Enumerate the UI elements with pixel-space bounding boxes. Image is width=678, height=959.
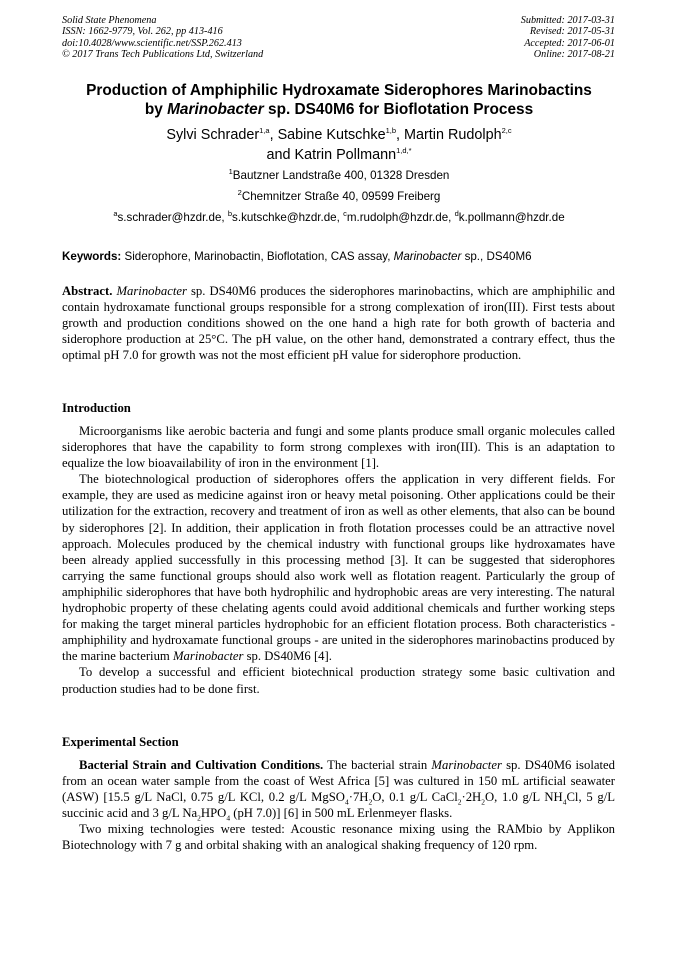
exp-p1-d: O, 0.1 g/L CaCl [372,790,458,805]
title-genus: Marinobacter [167,101,264,118]
abstract-label: Abstract. [62,284,113,298]
title-post: sp. DS40M6 for Bioflotation Process [263,101,534,118]
sub-2d: 2 [197,813,201,823]
intro-paragraph-2 [62,471,615,664]
email-d-sup: d [454,209,459,219]
sub-2a: 2 [368,797,373,807]
author-emails [30,211,648,225]
author-1: Sylvi Schrader [166,127,260,143]
author-1-sup: 1,a [259,126,270,136]
paper-title [30,81,648,119]
sub-4c: 4 [226,813,231,823]
experimental-heading: Experimental Section [62,735,179,749]
exp-p1-a: The bacterial strain [323,758,432,772]
exp-p1-b: sp. DS40M6 isolated from an ocean water sample from the coast of West Africa [5] was cultured in 150 mL artificial seawater (ASW) [15.5 g/L NaCl, 0.75 g/L KCl, 0.2 g/L MgSO [62,758,615,805]
intro-paragraph-2-end: sp. DS40M6 [4]. [243,649,332,664]
exp-paragraph-1 [62,757,615,821]
keywords-text-2: sp., DS40M6 [461,250,532,263]
intro-paragraph-2-genus: Marinobacter [172,649,244,664]
email-b[interactable]: s.kutschke@hzdr.de, [232,211,344,224]
exp-genus: Marinobacter [431,758,502,772]
keywords-text-1: Siderophore, Marinobactin, Bioflotation, CAS assay, [121,250,394,263]
sub-2b: 2 [457,797,462,807]
author-2: , Sabine Kutschke [269,127,386,143]
author-line-1 [30,125,648,145]
journal-info [62,15,263,61]
exp-subheading: Bacterial Strain and Cultivation Conditions. [79,758,324,772]
abstract-text: sp. DS40M6 produces the siderophores marinobactins, which are amphiphilic and contain hydroxamate functional groups responsible for a strong complexation of iron(III). First tests about growth and production conditions showed on the one hand a high rate for both growth of bacteria and siderophore production at 25°C. The pH value, on the other hand, demonstrated a contrary effect, thus the optimal pH 7.0 for growth was not the most efficient pH value for siderophore production. [62,284,616,363]
exp-p1-c: ·7H [348,790,369,805]
affiliation-2-text: Chemnitzer Straße 40, 09599 Freiberg [241,190,441,203]
author-4: and Katrin Pollmann [266,147,397,163]
affiliation-2-sup: 2 [237,188,242,198]
email-d[interactable]: k.pollmann@hzdr.de [458,211,565,224]
email-b-sup: b [227,209,233,219]
affiliation-1-text: Bautzner Landstraße 400, 01328 Dresden [232,169,450,182]
exp-p1-i: (pH 7.0)] [6] in 500 mL Erlenmeyer flasks. [230,806,453,821]
journal-copyright: © 2017 Trans Tech Publications Ltd, Switzerland [62,49,264,61]
author-3: , Martin Rudolph [396,127,502,143]
affiliation-2 [30,190,648,204]
title-pre: by [144,101,168,118]
author-4-sup: 1,d,* [396,146,412,156]
abstract-paragraph [62,283,615,363]
exp-p1-e: ·2H [461,790,482,805]
experimental-body [62,757,615,854]
exp-paragraph-2: Two mixing technologies were tested: Acoustic resonance mixing using the RAMbio by Applikon Biotechnology with 7 g and orbital shaking with an analogical shaking frequency of 120 rpm. [62,822,615,853]
keywords [62,250,618,264]
title-line-2 [30,100,648,119]
sub-4b: 4 [562,797,567,807]
title-line-1: Production of Amphiphilic Hydroxamate Siderophores Marinobactins [86,82,592,99]
journal-issn: ISSN: 1662-9779, Vol. 262, pp 413-416 [62,26,223,38]
author-line-2 [30,145,648,165]
affiliation-1 [30,169,648,183]
keywords-genus: Marinobacter [393,250,462,263]
introduction-body [62,423,615,697]
introduction-heading: Introduction [62,401,131,415]
email-a-sup: a [113,209,118,219]
author-3-sup: 2,c [501,126,512,136]
email-c-sup: c [343,209,347,219]
exp-p1-f: O, 1.0 g/L NH [484,790,563,805]
date-revised: Revised: 2017-05-31 [529,26,615,38]
date-accepted: Accepted: 2017-06-01 [524,37,615,49]
journal-doi: doi:10.4028/www.scientific.net/SSP.262.413 [62,37,242,49]
email-a[interactable]: s.schrader@hzdr.de, [117,211,228,224]
date-online: Online: 2017-08-21 [533,49,615,61]
sub-4a: 4 [344,797,349,807]
intro-paragraph-1: Microorganisms like aerobic bacteria and fungi and some plants produce small organic molecules called siderophores that have the capability to form strong complexes with iron(III). This is an adaptation to equalize the low bioavailability of iron in the environment [1]. [62,424,615,471]
date-submitted: Submitted: 2017-03-31 [520,15,615,26]
journal-name: Solid State Phenomena [62,15,157,26]
author-list [30,125,648,165]
abstract-genus: Marinobacter [116,284,187,298]
article-dates [521,15,615,61]
intro-paragraph-2-text: The biotechnological production of siderophores offers the application in very different fields. For example, they are used as medicine against iron or heavy metal poisoning. Other applications could be their utilization for the extraction, recovery and treatment of iron as well as other elements, that also can be bound by siderophores [2]. In addition, their application in froth flotation processes could be an attractive novel approach. Molecules produced by the chemical industry with functional groups like hydroxamates have been already applied successfully in this processing method [3]. It can be suggested that siderophores carrying the same functional groups should also work well as flotation reagent. Particularly the group of amphiphilic siderophores that have both hydrophilic and hydrophobic areas are very interesting. The natural hydrophobic property of these chelating agents could avoid additional chemicals and further working steps for making the target mineral particles hydrophobic for an efficient flotation process. Both characteristics - amphiphility and hydroxamate functional groups - are united in the siderophores marinobactins produced by the marine bacterium [62,472,615,664]
sub-2c: 2 [481,797,485,807]
exp-p1-g: Cl, 5 g/L succinic acid and 3 g/L Na [62,790,615,821]
keywords-label: Keywords: [62,250,122,263]
intro-paragraph-3: To develop a successful and efficient biotechnical production strategy some basic cultivation and production studies had to be done first. [62,665,615,696]
abstract [62,283,615,363]
affiliation-1-sup: 1 [228,167,233,177]
exp-p1-h: HPO [200,806,227,821]
author-2-sup: 1,b [385,126,397,136]
email-c[interactable]: m.rudolph@hzdr.de, [346,211,455,224]
